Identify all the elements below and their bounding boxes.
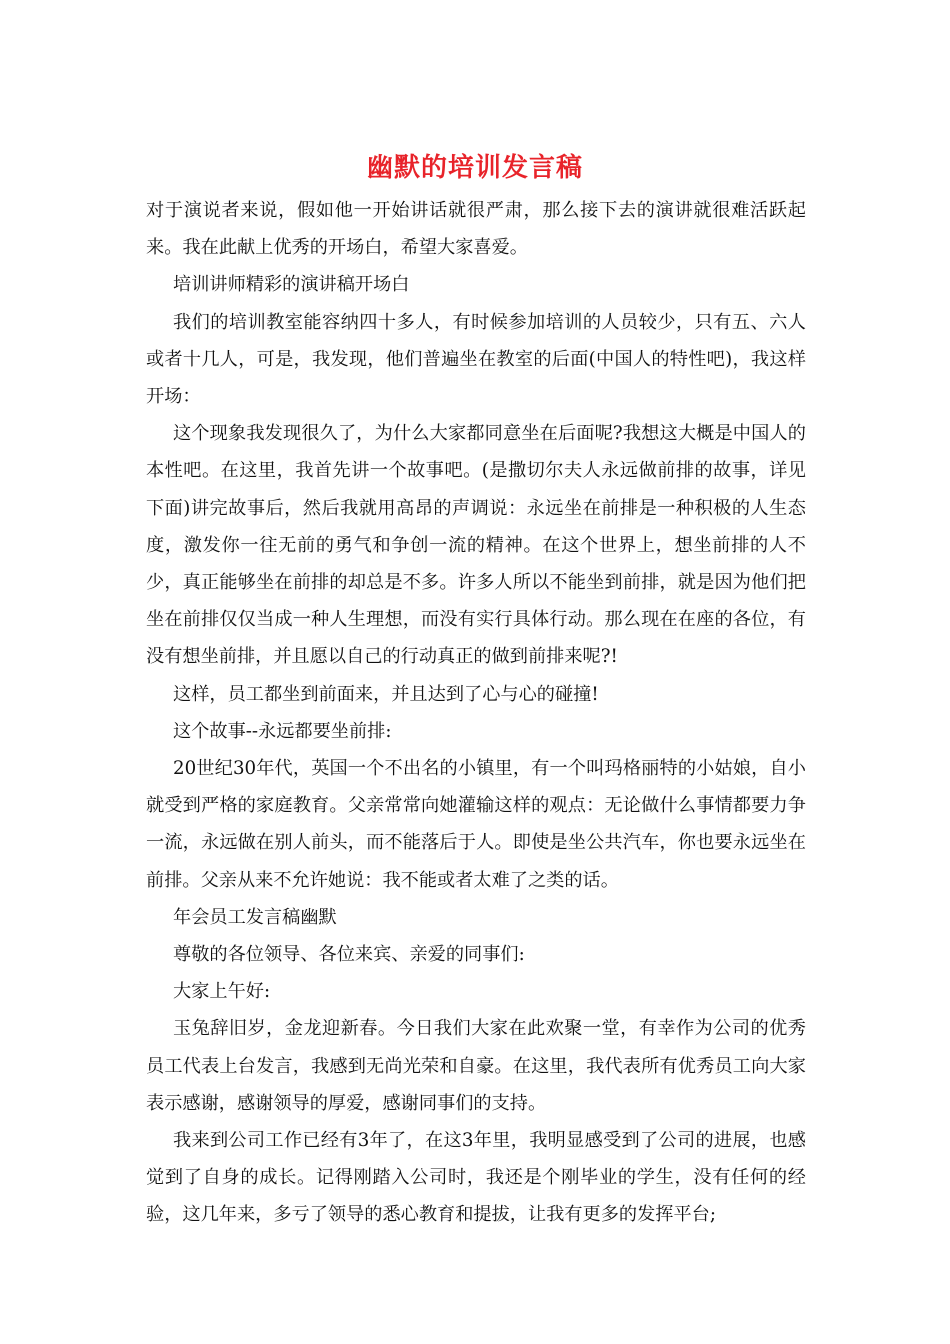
paragraph: 年会员工发言稿幽默 — [173, 906, 337, 928]
paragraph: 玉兔辞旧岁，金龙迎新春。今日我们大家在此欢聚一堂，有幸作为公司的优秀员工代表上台发言，我感到无尚光荣和自豪。在这里，我代表所有优秀员工向大家表示感谢，感谢领导的厚爱，感谢同事们的支持。 — [146, 1018, 806, 1114]
paragraph: 这个现象我发现很久了，为什么大家都同意坐在后面呢?我想这大概是中国人的本性吧。在这里，我首先讲一个故事吧。(是撒切尔夫人永远做前排的故事，详见下面)讲完故事后，然后我就用高昂的声调说：永远坐在前排是一种积极的人生态度，激发你一往无前的勇气和争创一流的精神。在这个世界上，想坐前排的人不少，真正能够坐在前排的却总是不多。许多人所以不能坐到前排，就是因为他们把坐在前排仅仅当成一种人生理想，而没有实行具体行动。那么现在在座的各位，有没有想坐前排，并且愿以自己的行动真正的做到前排来呢?! — [146, 423, 806, 668]
document-title: 幽默的培训发言稿 — [366, 153, 583, 183]
paragraph: 20世纪30年代，英国一个不出名的小镇里，有一个叫玛格丽特的小姑娘，自小就受到严格的家庭教育。父亲常常向她灌输这样的观点：无论做什么事情都要力争一流，永远做在别人前头，而不能落后于人。即使是坐公共汽车，你也要永远坐在前排。父亲从来不允许她说：我不能或者太难了之类的话。 — [146, 758, 806, 891]
paragraph: 我来到公司工作已经有3年了，在这3年里，我明显感受到了公司的进展，也感觉到了自身的成长。记得刚踏入公司时，我还是个刚毕业的学生，没有任何的经验，这几年来，多亏了领导的悉心教育和提拔，让我有更多的发挥平台; — [146, 1130, 806, 1226]
paragraph: 尊敬的各位领导、各位来宾、亲爱的同事们: — [173, 944, 525, 966]
paragraph: 我们的培训教室能容纳四十多人，有时候参加培训的人员较少，只有五、六人或者十几人，可是，我发现，他们普遍坐在教室的后面(中国人的特性吧)，我这样开场： — [146, 311, 806, 408]
paragraph: 这个故事--永远都要坐前排: — [173, 720, 392, 742]
document-body — [146, 192, 806, 1234]
paragraph: 对于演说者来说，假如他一开始讲话就很严肃，那么接下去的演讲就很难活跃起来。我在此献上优秀的开场白，希望大家喜爱。 — [146, 200, 806, 259]
paragraph: 这样，员工都坐到前面来，并且达到了心与心的碰撞! — [173, 683, 599, 705]
paragraph: 大家上午好: — [173, 981, 271, 1003]
paragraph: 培训讲师精彩的演讲稿开场白 — [173, 274, 410, 296]
